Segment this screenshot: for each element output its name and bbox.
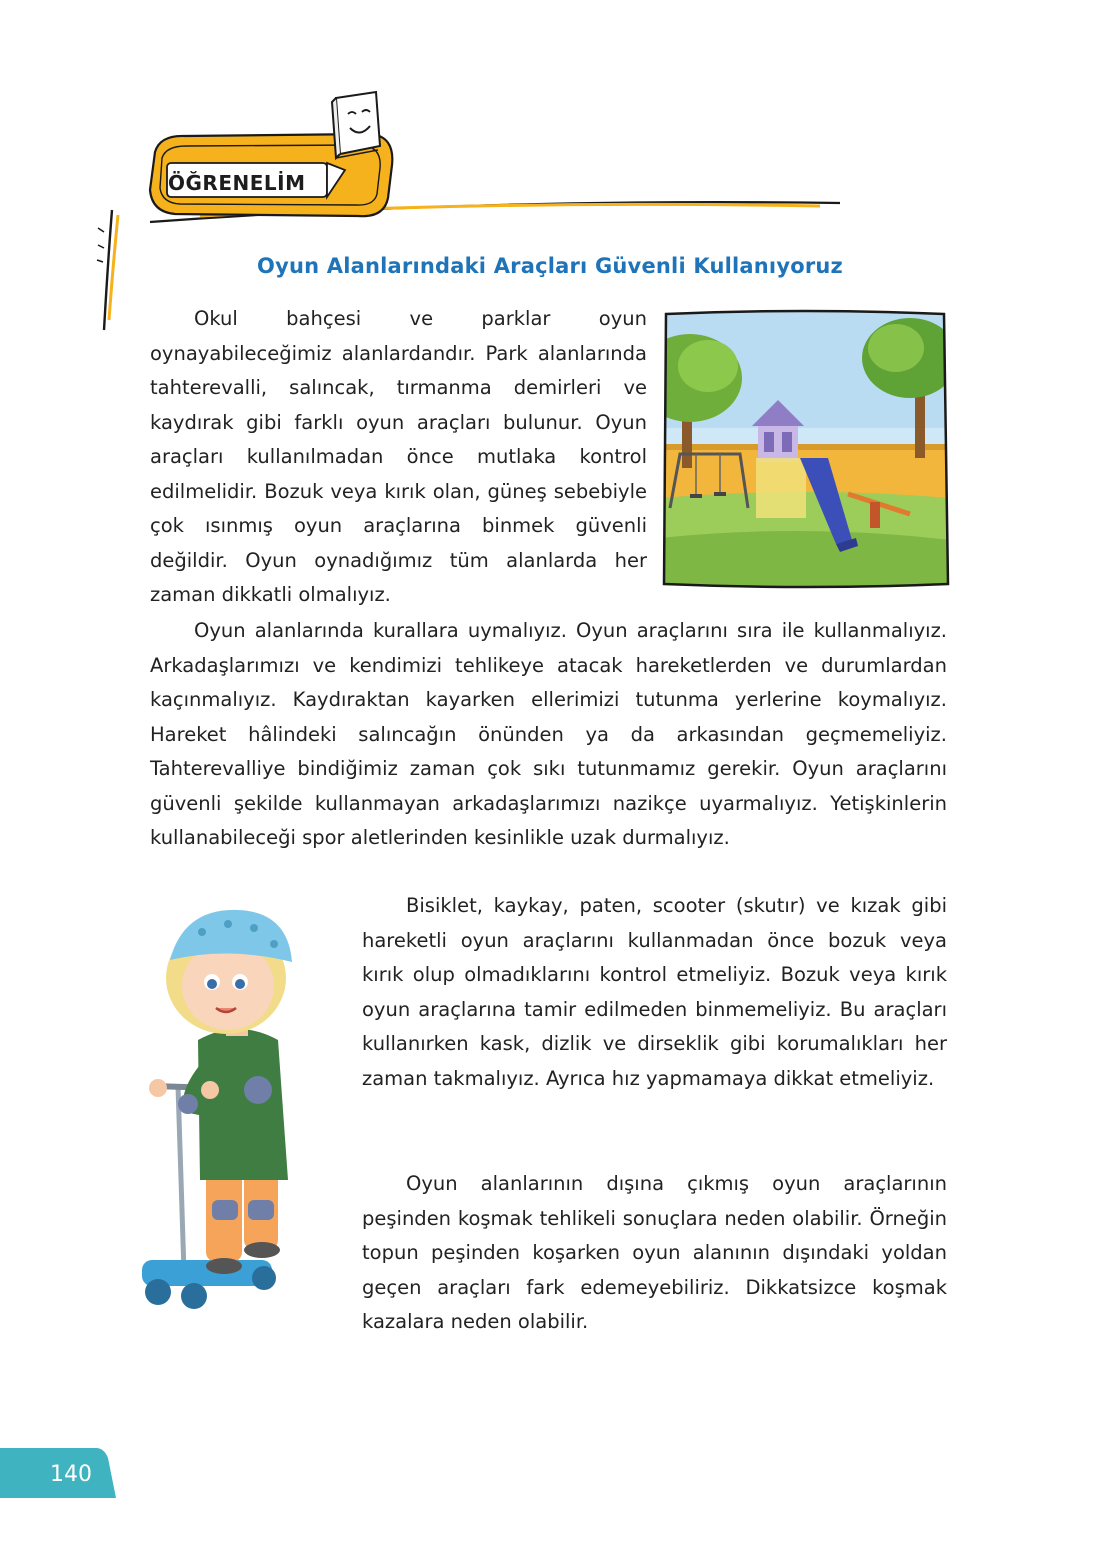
child-scooter-illustration	[128, 900, 348, 1320]
paragraph-moving-toys-text: Bisiklet, kaykay, paten, scooter (skutır) ve kızak gibi hareketli oyun araçlarını kullanmadan önce bozuk veya kırık olup olmadıklarını kontrol etmeliyiz. Bozuk veya kırık oyun araçlarına tamir edilmeden binmemeliyiz. Bu araçları kullanırken kask, dizlik ve dirseklik gibi korumalıkları her zaman takmalıyız. Ayrıca hız yapmamaya dikkat etmeliyiz.	[362, 894, 947, 1090]
paragraph-running-danger-text: Oyun alanlarının dışına çıkmış oyun araçlarının peşinden koşmak tehlikeli sonuçlara neden olabilir. Örneğin topun peşinden koşarken oyun alanının dışındaki yoldan geçen araçları fark edemeyebiliriz. Dikkatsizce koşmak kazalara neden olabilir.	[362, 1172, 947, 1333]
paragraph-intro	[150, 302, 647, 613]
paragraph-running-danger	[362, 1167, 947, 1340]
page-number: 140	[50, 1462, 92, 1487]
paragraph-rules-text: Oyun alanlarında kurallara uymalıyız. Oyun araçlarını sıra ile kullanmalıyız. Arkadaşlarımızı ve kendimizi tehlikeye atacak hareketlerden ve durumlardan kaçınmalıyız. Kaydıraktan kayarken ellerimizi tutunma yerlerine koymalıyız. Hareket hâlindeki salıncağın önünden ya da arkasından geçmemeliyiz. Tahterevalliye bindiğimiz zaman çok sıkı tutunmamız gerekir. Oyun araçlarını güvenli şekilde kullanmayan arkadaşlarımızı nazikçe uyarmalıyız. Yetişkinlerin kullanabileceği spor aletlerinden kesinlikle uzak durmalıyız.	[150, 619, 947, 849]
playground-illustration	[660, 308, 950, 590]
paragraph-intro-text: Okul bahçesi ve parklar oyun oynayabileceğimiz alanlardandır. Park alanlarında tahterevalli, salıncak, tırmanma demirleri ve kaydırak gibi farklı oyun araçları bulunur. Oyun araçları kullanılmadan önce mutlaka kontrol edilmelidir. Bozuk veya kırık olan, güneş sebebiyle çok ısınmış oyun araçlarına binmek güvenli değildir. Oyun oynadığımız tüm alanlarda her zaman dikkatli olmalıyız.	[150, 307, 647, 606]
header-swoosh	[0, 0, 1106, 340]
paragraph-rules	[150, 614, 947, 856]
page-title: Oyun Alanlarındaki Araçları Güvenli Kullanıyoruz	[257, 254, 843, 278]
section-badge-label: ÖĞRENELİM	[168, 171, 306, 195]
smiling-book-icon	[318, 88, 388, 168]
paragraph-moving-toys	[362, 889, 947, 1096]
